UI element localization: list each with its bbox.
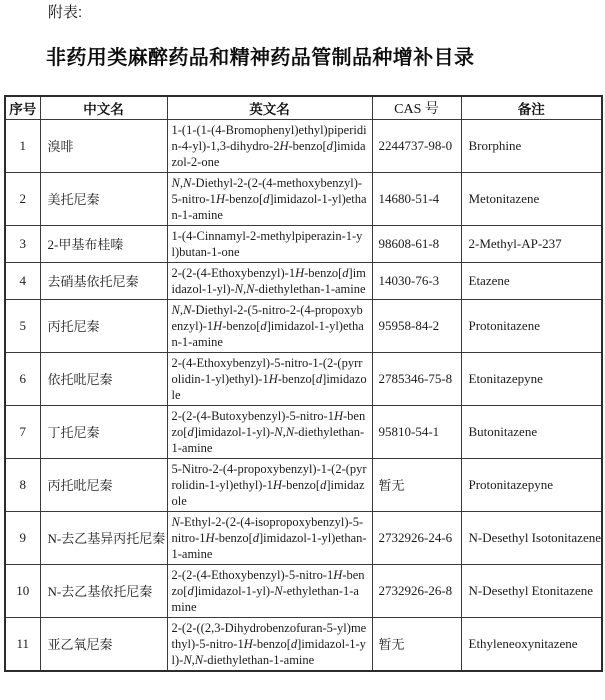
table-row xyxy=(5,172,602,225)
cas-number-cell: 2785346-75-8 xyxy=(372,352,461,405)
table-row xyxy=(5,352,602,405)
chinese-name-cell: 丙托尼秦 xyxy=(40,299,167,352)
serial-cell: 2 xyxy=(5,172,40,225)
table-row xyxy=(5,405,602,458)
table-header-row xyxy=(5,96,602,119)
cas-number-cell: 2732926-26-8 xyxy=(372,564,461,617)
serial-cell: 9 xyxy=(5,511,40,564)
col-header-remark: 备注 xyxy=(461,96,602,119)
table-row xyxy=(5,617,602,671)
cas-number-cell: 2732926-24-6 xyxy=(372,511,461,564)
remark-cell: Ethyleneoxynitazene xyxy=(461,617,602,671)
cas-number-cell: 暂无 xyxy=(372,617,461,671)
remark-cell: N-Desethyl Etonitazene xyxy=(461,564,602,617)
chinese-name-cell: N-去乙基异丙托尼秦 xyxy=(40,511,167,564)
serial-cell: 5 xyxy=(5,299,40,352)
col-header-chinese-name: 中文名 xyxy=(40,96,167,119)
chinese-name-cell: 丙托吡尼秦 xyxy=(40,458,167,511)
english-name-cell: 2-(2-(4-Ethoxybenzyl)-5-nitro-1H-benzo[d]imidazol-1-yl)-N-ethylethan-1-amine xyxy=(167,564,372,617)
english-name-cell: 2-(2-(4-Ethoxybenzyl)-1H-benzo[d]imidazol-1-yl)-N,N-diethylethan-1-amine xyxy=(167,262,372,299)
remark-cell: Metonitazene xyxy=(461,172,602,225)
chinese-name-cell: 溴啡 xyxy=(40,119,167,172)
cas-number-cell: 2244737-98-0 xyxy=(372,119,461,172)
chinese-name-cell: 亚乙氧尼秦 xyxy=(40,617,167,671)
english-name-cell: 2-(4-Ethoxybenzyl)-5-nitro-1-(2-(pyrrolidin-1-yl)ethyl)-1H-benzo[d]imidazole xyxy=(167,352,372,405)
remark-cell: Etazene xyxy=(461,262,602,299)
serial-cell: 8 xyxy=(5,458,40,511)
page-title: 非药用类麻醉药品和精神药品管制品种增补目录 xyxy=(46,47,475,69)
col-header-cas-number: CAS 号 xyxy=(372,96,461,119)
cas-number-cell: 暂无 xyxy=(372,458,461,511)
english-name-cell: 2-(2-((2,3-Dihydrobenzofuran-5-yl)methyl)-5-nitro-1H-benzo[d]imidazol-1-yl)-N,N-diethylethan-1-amine xyxy=(167,617,372,671)
english-name-cell: 2-(2-(4-Butoxybenzyl)-5-nitro-1H-benzo[d]imidazol-1-yl)-N,N-diethylethan-1-amine xyxy=(167,405,372,458)
english-name-cell: N-Ethyl-2-(2-(4-isopropoxybenzyl)-5-nitro-1H-benzo[d]imidazol-1-yl)ethan-1-amine xyxy=(167,511,372,564)
english-name-cell: 1-(4-Cinnamyl-2-methylpiperazin-1-yl)butan-1-one xyxy=(167,225,372,262)
chinese-name-cell: N-去乙基依托尼秦 xyxy=(40,564,167,617)
serial-cell: 11 xyxy=(5,617,40,671)
table-row xyxy=(5,262,602,299)
english-name-cell: 5-Nitro-2-(4-propoxybenzyl)-1-(2-(pyrrolidin-1-yl)ethyl)-1H-benzo[d]imidazole xyxy=(167,458,372,511)
serial-cell: 3 xyxy=(5,225,40,262)
remark-cell: Etonitazepyne xyxy=(461,352,602,405)
english-name-cell: 1-(1-(1-(4-Bromophenyl)ethyl)piperidin-4-yl)-1,3-dihydro-2H-benzo[d]imidazol-2-one xyxy=(167,119,372,172)
cas-number-cell: 14030-76-3 xyxy=(372,262,461,299)
cas-number-cell: 14680-51-4 xyxy=(372,172,461,225)
english-name-cell: N,N-Diethyl-2-(5-nitro-2-(4-propoxybenzyl)-1H-benzo[d]imidazol-1-yl)ethan-1-amine xyxy=(167,299,372,352)
table-row xyxy=(5,119,602,172)
serial-cell: 4 xyxy=(5,262,40,299)
english-name-cell: N,N-Diethyl-2-(2-(4-methoxybenzyl)-5-nitro-1H-benzo[d]imidazol-1-yl)ethan-1-amine xyxy=(167,172,372,225)
col-header-serial: 序号 xyxy=(5,96,40,119)
appendix-label: 附表: xyxy=(48,4,83,21)
serial-cell: 1 xyxy=(5,119,40,172)
remark-cell: Brorphine xyxy=(461,119,602,172)
cas-number-cell: 95958-84-2 xyxy=(372,299,461,352)
table-row xyxy=(5,458,602,511)
serial-cell: 7 xyxy=(5,405,40,458)
cas-number-cell: 98608-61-8 xyxy=(372,225,461,262)
table-row xyxy=(5,511,602,564)
table-body xyxy=(5,119,602,671)
chinese-name-cell: 依托吡尼秦 xyxy=(40,352,167,405)
table-row xyxy=(5,564,602,617)
chinese-name-cell: 去硝基依托尼秦 xyxy=(40,262,167,299)
remark-cell: Protonitazene xyxy=(461,299,602,352)
serial-cell: 10 xyxy=(5,564,40,617)
cas-number-cell: 95810-54-1 xyxy=(372,405,461,458)
remark-cell: 2-Methyl-AP-237 xyxy=(461,225,602,262)
chinese-name-cell: 丁托尼秦 xyxy=(40,405,167,458)
table-row xyxy=(5,225,602,262)
remark-cell: Butonitazene xyxy=(461,405,602,458)
remark-cell: N-Desethyl Isotonitazene xyxy=(461,511,602,564)
chinese-name-cell: 美托尼秦 xyxy=(40,172,167,225)
col-header-english-name: 英文名 xyxy=(167,96,372,119)
chinese-name-cell: 2-甲基布桂嗪 xyxy=(40,225,167,262)
serial-cell: 6 xyxy=(5,352,40,405)
remark-cell: Protonitazepyne xyxy=(461,458,602,511)
table-row xyxy=(5,299,602,352)
controlled-substances-table xyxy=(4,95,603,672)
